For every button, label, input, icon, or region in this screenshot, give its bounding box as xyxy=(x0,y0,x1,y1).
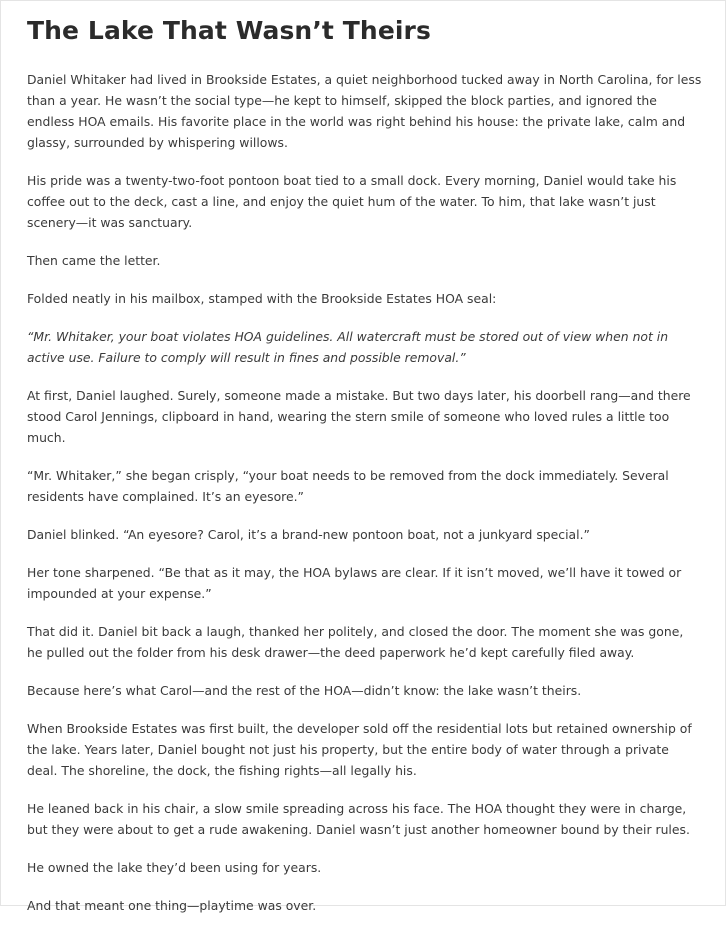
article xyxy=(27,12,702,933)
paragraph-15: And that meant one thing—playtime was over. xyxy=(27,898,317,913)
paragraph-8: Daniel blinked. “An eyesore? Carol, it’s a brand-new pontoon boat, not a junkyard special.” xyxy=(27,527,590,542)
article-title: The Lake That Wasn’t Theirs xyxy=(27,16,431,45)
paragraph-13: He leaned back in his chair, a slow smile spreading across his face. The HOA thought they were in charge, but they were about to get a rude awakening. Daniel wasn’t just another homeowner bound by their rules. xyxy=(27,801,690,837)
paragraph-2: His pride was a twenty-two-foot pontoon boat tied to a small dock. Every morning, Daniel would take his coffee out to the deck, cast a line, and enjoy the quiet hum of the water. To him, that lake wasn’t just scenery—it was sanctuary. xyxy=(27,173,677,230)
paragraph-10: That did it. Daniel bit back a laugh, thanked her politely, and closed the door. The moment she was gone, he pulled out the folder from his desk drawer—the deed paperwork he’d kept carefully filed away. xyxy=(27,624,684,660)
paragraph-9: Her tone sharpened. “Be that as it may, the HOA bylaws are clear. If it isn’t moved, we’ll have it towed or impounded at your expense.” xyxy=(27,565,682,601)
letter-quote: “Mr. Whitaker, your boat violates HOA guidelines. All watercraft must be stored out of view when not in active use. Failure to comply will result in fines and possible removal.” xyxy=(27,329,669,365)
paragraph-11: Because here’s what Carol—and the rest of the HOA—didn’t know: the lake wasn’t theirs. xyxy=(27,683,582,698)
paragraph-7: “Mr. Whitaker,” she began crisply, “your boat needs to be removed from the dock immediately. Several residents have complained. It’s an eyesore.” xyxy=(27,468,669,504)
paragraph-1: Daniel Whitaker had lived in Brookside Estates, a quiet neighborhood tucked away in North Carolina, for less than a year. He wasn’t the social type—he kept to himself, skipped the block parties, and ignored the endless HOA emails. His favorite place in the world was right behind his house: the private lake, calm and glassy, surrounded by whispering willows. xyxy=(27,72,702,150)
paragraph-12: When Brookside Estates was first built, the developer sold off the residential lots but retained ownership of the lake. Years later, Daniel bought not just his property, but the entire body of water through a private deal. The shoreline, the dock, the fishing rights—all legally his. xyxy=(27,721,692,778)
paragraph-6: At first, Daniel laughed. Surely, someone made a mistake. But two days later, his doorbell rang—and there stood Carol Jennings, clipboard in hand, wearing the stern smile of someone who loved rules a little too much. xyxy=(27,388,691,445)
paragraph-14: He owned the lake they’d been using for years. xyxy=(27,860,322,875)
paragraph-3: Then came the letter. xyxy=(27,253,161,268)
paragraph-4: Folded neatly in his mailbox, stamped with the Brookside Estates HOA seal: xyxy=(27,291,497,306)
